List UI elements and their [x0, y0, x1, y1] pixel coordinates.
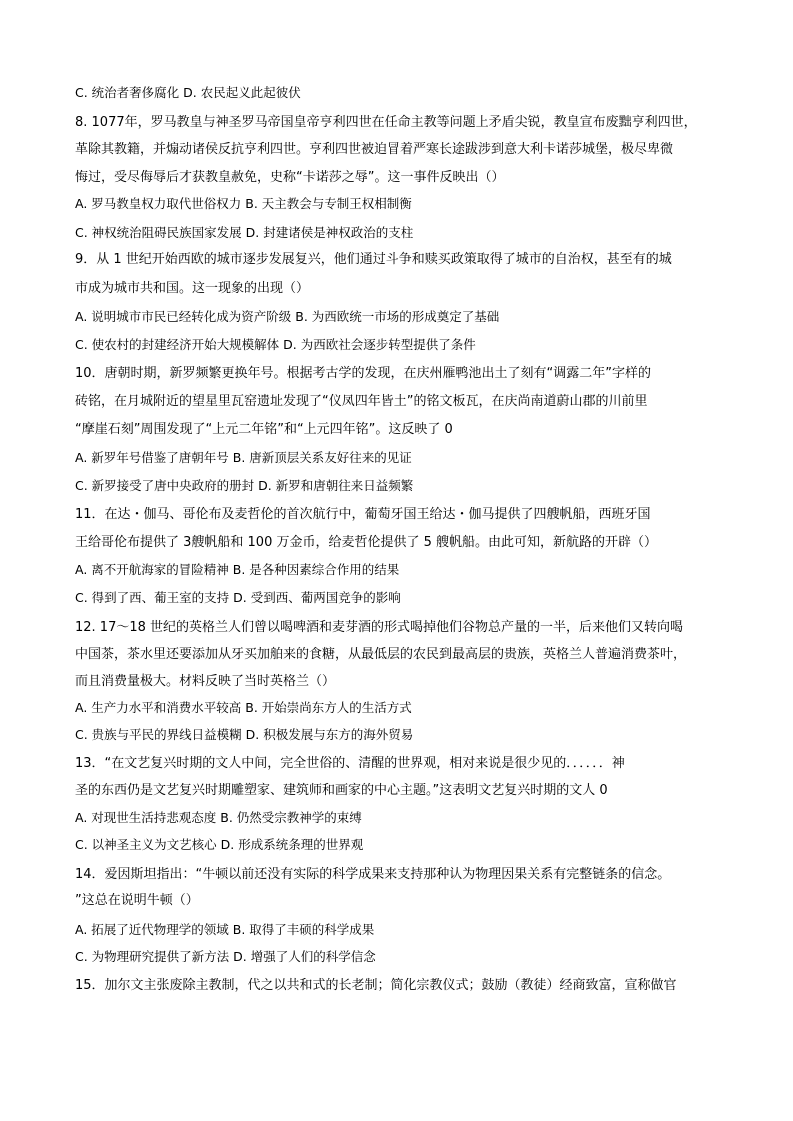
- question-text-line: 中国茶，茶水里还要添加从牙买加舶来的食糖，从最低层的农民到最高层的贵族，英格兰人普遍消费茶叶，: [75, 647, 687, 662]
- question-text-line: “摩崖石刻”周围发现了“上元二年铭”和“上元四年铭”。这反映了 0: [75, 422, 453, 437]
- question-text-line: 11．在达・伽马、哥伦布及麦哲伦的首次航行中，葡萄牙国王给达・伽马提供了四艘帆船，西班牙国: [75, 507, 651, 522]
- answer-options-line: C. 神权统治阻碍民族国家发展 D. 封建诸侯是神权政治的支柱: [75, 225, 414, 240]
- answer-options-line: A. 离不开航海家的冒险精神 B. 是各种因素综合作用的结果: [75, 562, 400, 577]
- answer-options-line: A. 拓展了近代物理学的领域 B. 取得了丰硕的科学成果: [75, 922, 375, 937]
- question-text-line: 王给哥伦布提供了 3艘帆船和 100 万金币，给麦哲伦提供了 5 艘帆船。由此可知，新航路的开辟（）: [75, 535, 658, 550]
- question-text-line: 8. 1077年，罗马教皇与神圣罗马帝国皇帝亨利四世在任命主教等问题上矛盾尖锐，教皇宣布废黜亨利四世，: [75, 115, 697, 130]
- question-text-line: 9．从 1 世纪开始西欧的城市逐步发展复兴，他们通过斗争和赎买政策取得了城市的自治权，甚至有的城: [75, 252, 672, 267]
- answer-options-line: A. 新罗年号借鉴了唐朝年号 B. 唐新顶层关系友好往来的见证: [75, 450, 412, 465]
- question-text-line: 砖铭，在月城附近的望星里瓦窑遗址发现了“仪凤四年皆土”的铭文板瓦，在庆尚南道蔚山郡的川前里: [75, 394, 648, 409]
- answer-options-line: A. 罗马教皇权力取代世俗权力 B. 天主教会与专制王权相制衡: [75, 196, 412, 211]
- question-text-line: ”这总在说明牛顿（）: [75, 893, 199, 908]
- question-text-line: 14．爱因斯坦指出：“牛顿以前还没有实际的科学成果来支持那种认为物理因果关系有完整链条的信念。: [75, 867, 671, 882]
- answer-options-line: C. 得到了西、葡王室的支持 D. 受到西、葡两国竞争的影响: [75, 590, 401, 605]
- question-text-line: 13．“在文艺复兴时期的文人中间，完全世俗的、清醒的世界观，相对来说是很少见的．．．．．．神: [75, 756, 625, 771]
- question-text-line: 10．唐朝时期，新罗频繁更换年号。根据考古学的发现，在庆州雁鸭池出土了刻有“调露二年”字样的: [75, 366, 652, 381]
- question-text-line: 悔过，受尽侮辱后才获教皇赦免，史称“卡诺莎之辱”。这一事件反映出（）: [75, 170, 505, 185]
- answer-options-line: C. 为物理研究提供了新方法 D. 增强了人们的科学信念: [75, 949, 376, 964]
- question-text-line: 市成为城市共和国。这一现象的出现（）: [75, 281, 310, 296]
- answer-options-line: C. 使农村的封建经济开始大规模解体 D. 为西欧社会逐步转型提供了条件: [75, 337, 476, 352]
- answer-options-line: C. 新罗接受了唐中央政府的册封 D. 新罗和唐朝往来日益频繁: [75, 478, 414, 493]
- question-text-line: 圣的东西仍是文艺复兴时期雕塑家、建筑师和画家的中心主题。”这表明文艺复兴时期的文人 0: [75, 783, 608, 798]
- question-text-line: 15．加尔文主张废除主教制，代之以共和式的长老制；简化宗教仪式；鼓励（教徒）经商致富，宣称做官: [75, 978, 677, 993]
- answer-options-line: A. 对现世生活持悲观态度 B. 仍然受宗教神学的束缚: [75, 810, 362, 825]
- answer-options-line: C. 贵族与平民的界线日益模糊 D. 积极发展与东方的海外贸易: [75, 727, 414, 742]
- answer-options-line: C. 统治者奢侈腐化 D. 农民起义此起彼伏: [75, 85, 301, 100]
- answer-options-line: A. 生产力水平和消费水平较高 B. 开始崇尚东方人的生活方式: [75, 700, 412, 715]
- question-text-line: 革除其教籍，并煽动诸侯反抗亨利四世。亨利四世被迫冒着严寒长途跋涉到意大利卡诺莎城堡，极尽卑微: [75, 142, 674, 157]
- question-text-line: 而且消费量极大。材料反映了当时英格兰（）: [75, 674, 336, 689]
- answer-options-line: C. 以神圣主义为文艺核心 D. 形成系统条理的世界观: [75, 837, 364, 852]
- answer-options-line: A. 说明城市市民已经转化成为资产阶级 B. 为西欧统一市场的形成奠定了基础: [75, 309, 500, 324]
- question-text-line: 12. 17～18 世纪的英格兰人们曾以喝啤酒和麦芽酒的形式喝掉他们谷物总产量的一半，后来他们又转向喝: [75, 620, 684, 635]
